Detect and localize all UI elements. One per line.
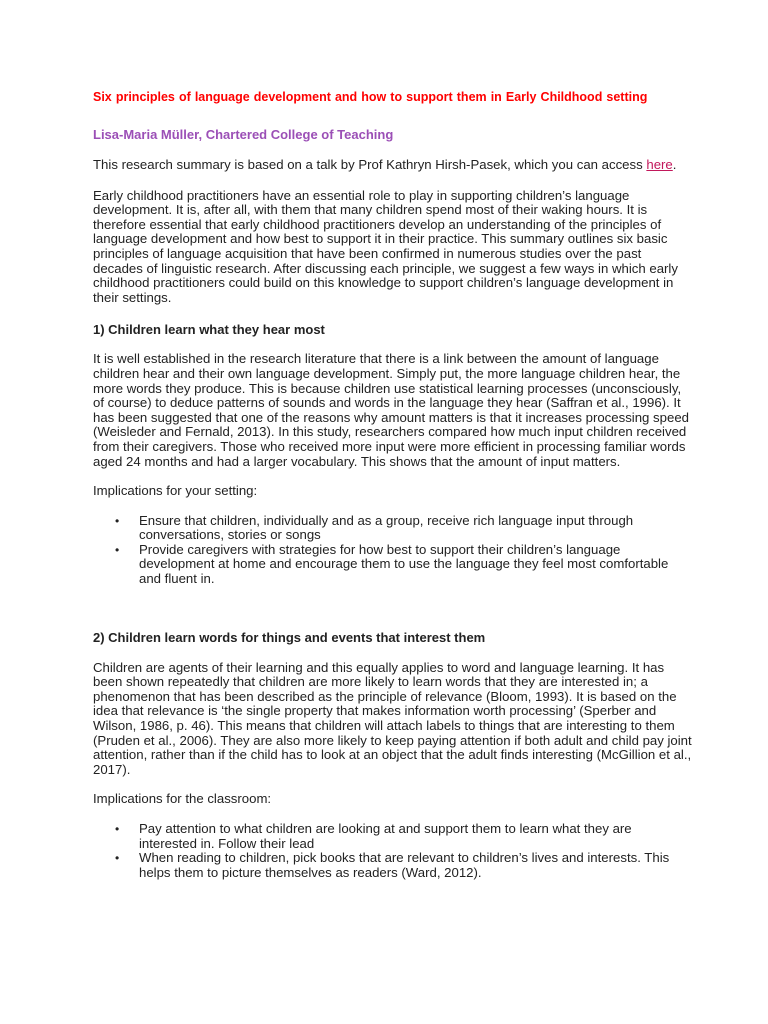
intro-text-end: . [672, 157, 677, 172]
list-item: • When reading to children, pick books that are relevant to children’s lives and interests. This helps them to picture themselves as readers (Ward, 2012). [115, 850, 670, 880]
list-item: • Ensure that children, individually and as a group, receive rich language input through conversations, stories or songs [115, 512, 634, 543]
author-line: Lisa-Maria Müller, Chartered College of Teaching [93, 127, 394, 142]
section-2-implications-label: Implications for the classroom: [93, 791, 272, 807]
intro-text: This research summary is based on a talk by Prof Kathryn Hirsh-Pasek, which you can access [93, 157, 647, 172]
section-1-bullet-list [93, 514, 693, 587]
bullet-icon: • [115, 851, 120, 866]
here-link[interactable]: here [646, 157, 673, 172]
section-1-implications-label: Implications for your setting: [93, 483, 258, 499]
bullet-icon: • [115, 513, 120, 528]
section-2-bullet-list [93, 822, 693, 880]
list-item: • Provide caregivers with strategies for how best to support their children’s language development at home and encourage them to use the language they feel most comfortable and fluent in. [115, 541, 669, 587]
document-content [93, 89, 693, 880]
intro-paragraph [93, 158, 693, 173]
overview-paragraph: Early childhood practitioners have an essential role to play in supporting children’s language development. It is, after all, with them that many children spend most of their waking hours. It is therefore essential that early childhood practitioners develop an understanding of the principles of language development and how best to support it in their practice. This summary outlines six basic principles of language acquisition that have been confirmed in numerous studies over the past decades of linguistic research. After discussing each principle, we suggest a few ways in which early childhood practitioners could build on this knowledge to support children’s language development in their settings. [93, 187, 678, 305]
bullet-icon: • [115, 542, 120, 557]
section-1-heading: 1) Children learn what they hear most [93, 322, 325, 338]
section-1-body: It is well established in the research literature that there is a link between the amount of language children hear and their own language development. Simply put, the more language children hear, the more words they produce. This is because children use statistical learning processes (unconsciously, of course) to deduce patterns of sounds and words in the language they hear (Saffran et al., 1996). It has been suggested that one of the reasons why amount matters is that it increases processing speed (Weisleder and Fernald, 2013). In this study, researchers compared how much input children received from their caregivers. Those who received more input were more efficient in processing familiar words aged 24 months and had a larger vocabulary. This shows that the amount of input matters. [93, 351, 689, 469]
bullet-icon: • [115, 822, 120, 836]
list-item: • Pay attention to what children are looking at and support them to learn what they are interested in. Follow their lead [115, 821, 632, 851]
section-2-body: Children are agents of their learning and this equally applies to word and language learning. It has been shown repeatedly that children are more likely to learn words that they are interested in; a phenomenon that has been described as the principle of relevance (Bloom, 1993). It is based on the idea that relevance is ‘the single property that makes information worth processing’ (Sperber and Wilson, 1986, p. 46). This means that children will attach labels to things that are interesting to them (Pruden et al., 2006). They are also more likely to keep paying attention if both adult and child pay joint attention, rather than if the child has to look at an object that the adult finds interesting (McGillion et al., 2017). [93, 659, 692, 777]
document-title: Six principles of language development and how to support them in Early Childhood setting [93, 90, 648, 104]
section-2-heading: 2) Children learn words for things and events that interest them [93, 629, 486, 645]
